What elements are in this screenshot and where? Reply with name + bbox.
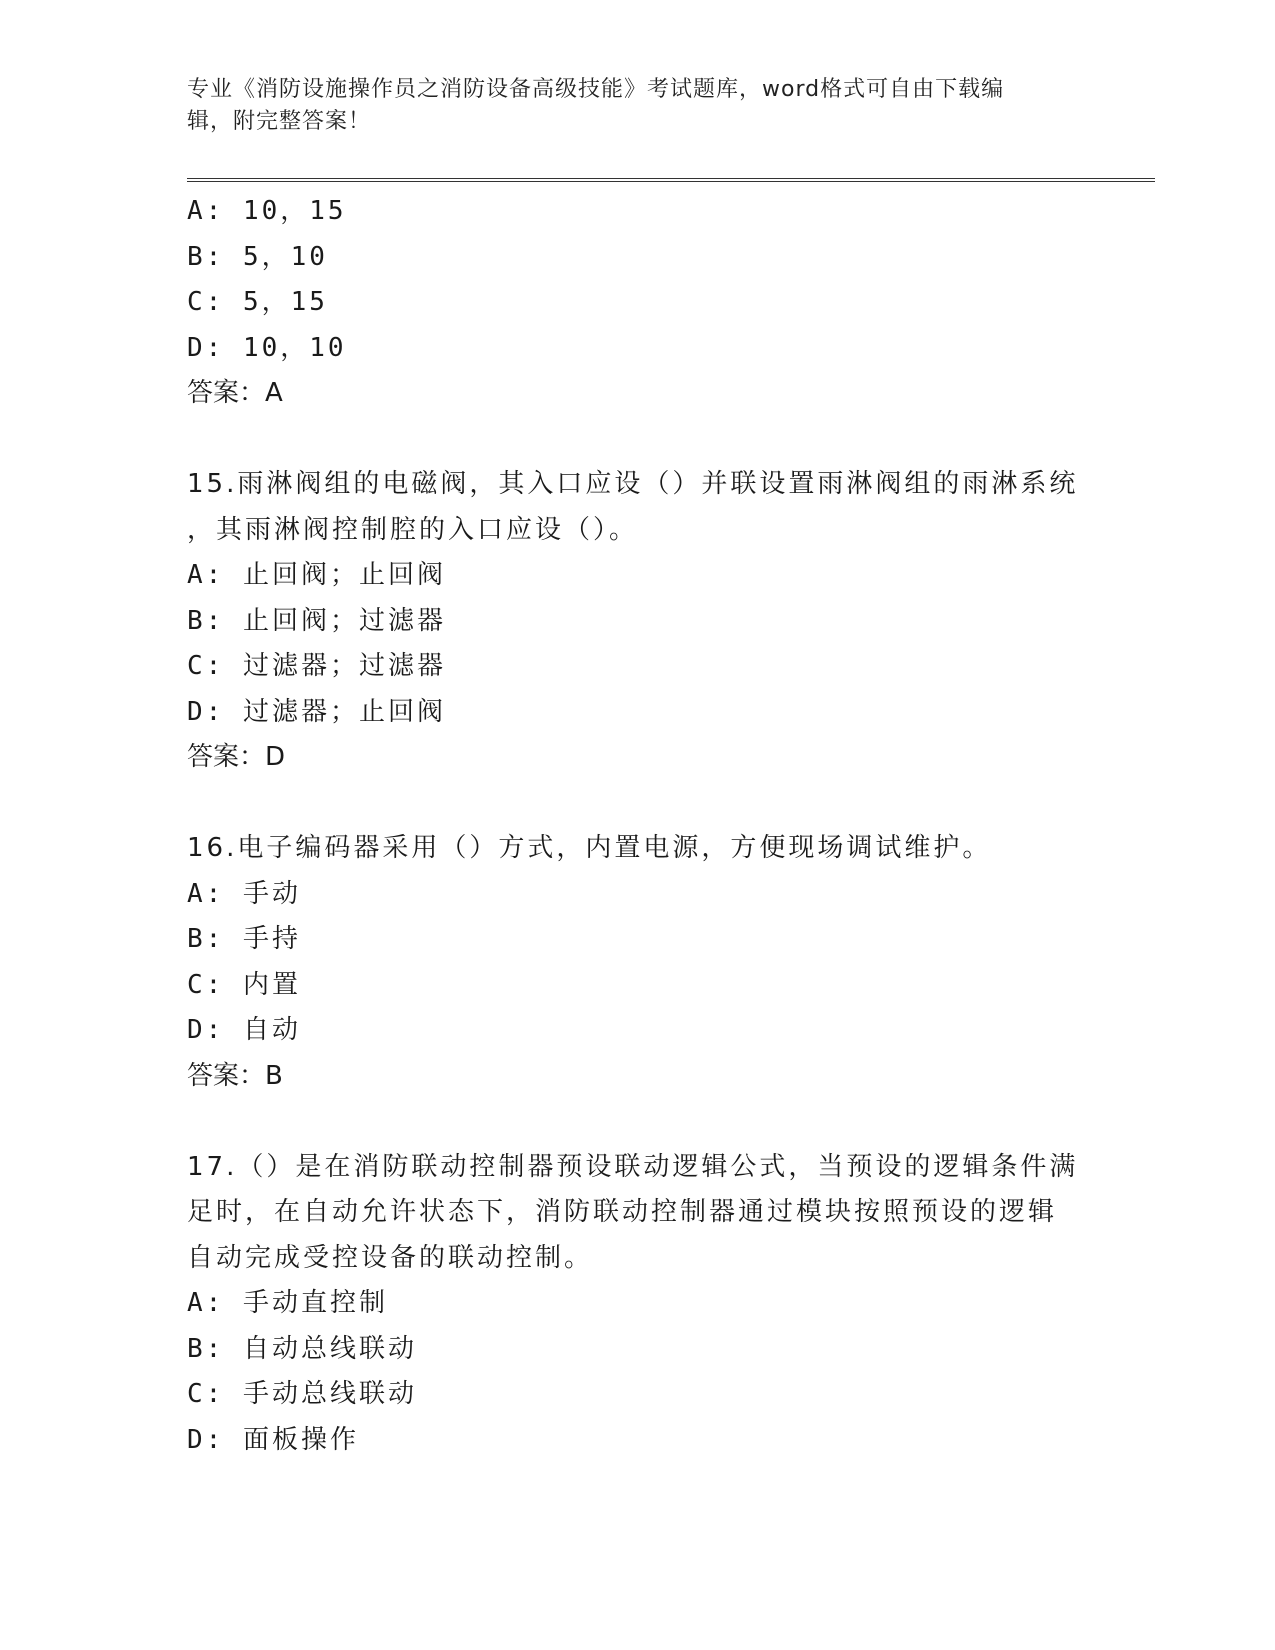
option-b: B: 止回阀；过滤器 [187, 605, 446, 636]
document-body [187, 189, 1087, 1463]
option-b: B: 自动总线联动 [187, 1333, 417, 1364]
option-a: A: 止回阀；止回阀 [187, 560, 446, 590]
spacer [187, 417, 1087, 463]
header-divider [187, 178, 1155, 182]
option-c: C: 过滤器；过滤器 [187, 651, 446, 681]
question-block-16 [187, 826, 1087, 1099]
question-text: ，其雨淋阀控制腔的入口应设（）。 [187, 514, 639, 545]
question-block-17 [187, 1145, 1087, 1464]
answer-line: 答案：D [187, 742, 286, 772]
prev-question-block [187, 189, 1087, 417]
option-d: D: 10，10 [187, 332, 347, 363]
option-a: A: 10，15 [187, 196, 347, 226]
question-text: 自动完成受控设备的联动控制。 [187, 1242, 594, 1273]
option-c: C: 5，15 [187, 287, 328, 317]
spacer [187, 781, 1087, 827]
question-text: 足时，在自动允许状态下，消防联动控制器通过模块按照预设的逻辑 [187, 1197, 1058, 1227]
answer-line: 答案：B [187, 1060, 283, 1091]
option-d: D: 过滤器；止回阀 [187, 696, 446, 727]
option-c: C: 内置 [187, 969, 301, 1000]
answer-line: 答案：A [187, 378, 283, 408]
spacer [187, 1099, 1087, 1145]
header-line-2: 辑，附完整答案！ [187, 109, 372, 134]
option-b: B: 手持 [187, 924, 301, 954]
option-a: A: 手动 [187, 878, 301, 909]
question-text: 16.电子编码器采用（）方式，内置电源，方便现场调试维护。 [187, 833, 992, 863]
option-d: D: 面板操作 [187, 1424, 359, 1455]
option-b: B: 5，10 [187, 241, 328, 272]
question-block-15 [187, 462, 1087, 781]
option-a: A: 手动直控制 [187, 1288, 388, 1318]
question-text: 15.雨淋阀组的电磁阀，其入口应设（）并联设置雨淋阀组的雨淋系统 [187, 469, 1079, 499]
option-d: D: 自动 [187, 1015, 301, 1045]
header-line-1: 专业《消防设施操作员之消防设备高级技能》考试题库，word格式可自由下载编 [187, 77, 1005, 102]
option-c: C: 手动总线联动 [187, 1379, 417, 1409]
document-header [187, 74, 1077, 138]
question-text: 17.（）是在消防联动控制器预设联动逻辑公式，当预设的逻辑条件满 [187, 1151, 1079, 1182]
